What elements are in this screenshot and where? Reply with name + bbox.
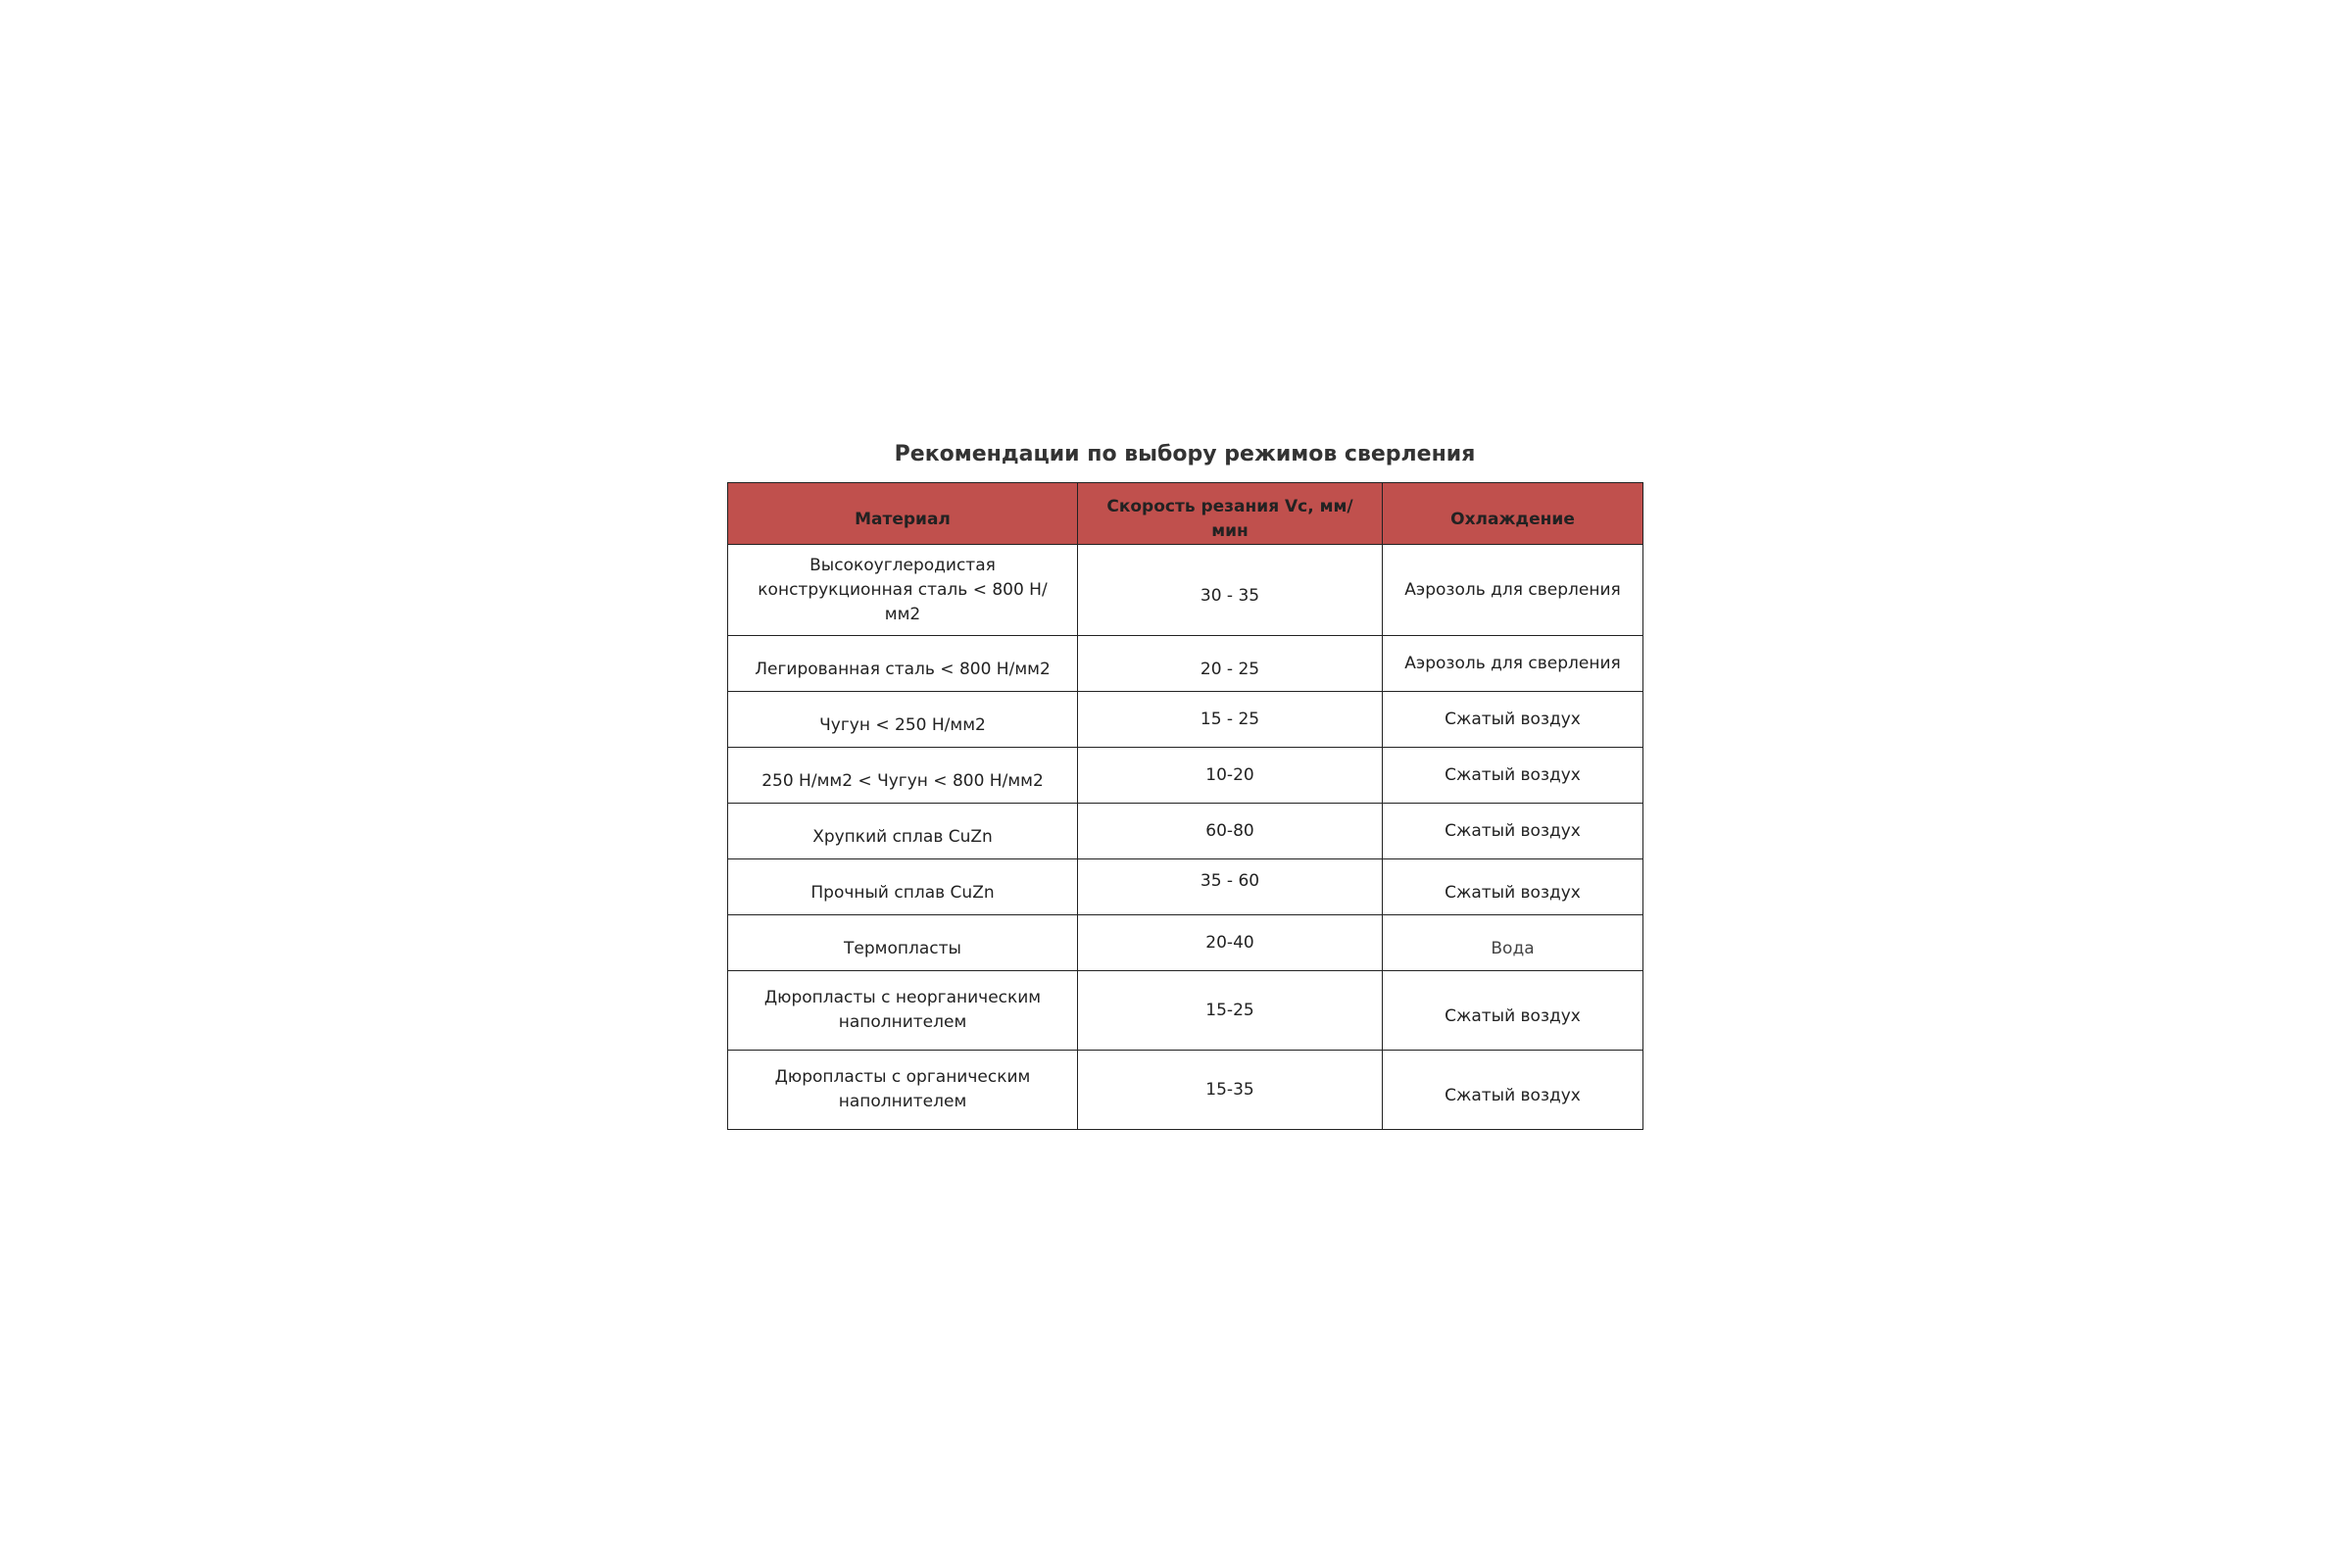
table-row	[728, 545, 1643, 636]
cell-material: Дюропласты с неорганическим наполнителем	[728, 971, 1078, 1051]
cell-speed-value: 30 - 35	[1200, 585, 1260, 606]
cell-material	[728, 859, 1078, 915]
cell-material-value: Легированная сталь < 800 Н/мм2	[755, 659, 1051, 679]
cell-material-value: Термопласты	[844, 938, 961, 958]
cell-material: Дюропласты с органическим наполнителем	[728, 1051, 1078, 1130]
cell-cooling: Сжатый воздух	[1383, 748, 1643, 804]
table-header-row	[728, 483, 1643, 545]
cell-speed	[1078, 636, 1383, 692]
cell-cooling-value: Вода	[1491, 938, 1535, 958]
cell-cooling: Сжатый воздух	[1383, 692, 1643, 748]
cell-speed	[1078, 859, 1383, 915]
cell-cooling-value: Сжатый воздух	[1445, 1005, 1581, 1026]
cell-speed: 15-35	[1078, 1051, 1383, 1130]
cell-speed-value: 20 - 25	[1200, 659, 1260, 679]
cell-speed	[1078, 545, 1383, 636]
header-material: Материал	[728, 483, 1078, 545]
cell-material-value: 250 Н/мм2 < Чугун < 800 Н/мм2	[761, 770, 1044, 791]
header-cooling: Охлаждение	[1383, 483, 1643, 545]
cell-cooling	[1383, 1051, 1643, 1130]
cell-material	[728, 804, 1078, 859]
cell-speed-value: 35 - 60	[1200, 870, 1260, 891]
table-row	[728, 915, 1643, 971]
cell-cooling-value: Сжатый воздух	[1445, 1085, 1581, 1105]
table-row	[728, 636, 1643, 692]
cell-cooling: Аэрозоль для сверления	[1383, 636, 1643, 692]
table-row	[728, 692, 1643, 748]
cell-cooling-value: Сжатый воздух	[1445, 882, 1581, 903]
cell-material	[728, 915, 1078, 971]
cell-speed: 15-25	[1078, 971, 1383, 1051]
cell-speed: 60-80	[1078, 804, 1383, 859]
header-cutting-speed: Скорость резания Vc, мм/мин	[1078, 483, 1383, 545]
cell-material-value: Чугун < 250 Н/мм2	[819, 714, 986, 735]
table-row	[728, 971, 1643, 1051]
table-row	[728, 859, 1643, 915]
cell-cooling: Сжатый воздух	[1383, 804, 1643, 859]
document-page	[727, 439, 1642, 1130]
table-row	[728, 804, 1643, 859]
cell-cooling: Аэрозоль для сверления	[1383, 545, 1643, 636]
cell-material	[728, 748, 1078, 804]
cell-material-value: Хрупкий сплав CuZn	[812, 826, 993, 847]
cell-speed: 10-20	[1078, 748, 1383, 804]
table-row	[728, 1051, 1643, 1130]
cell-material-value: Прочный сплав CuZn	[810, 882, 995, 903]
table-row	[728, 748, 1643, 804]
cell-speed: 20-40	[1078, 915, 1383, 971]
cell-material: Высокоуглеродистая конструкционная сталь < 800 Н/мм2	[728, 545, 1078, 636]
cell-cooling	[1383, 915, 1643, 971]
cell-material	[728, 636, 1078, 692]
table-title: Рекомендации по выбору режимов сверления	[894, 442, 1476, 466]
drilling-modes-table	[727, 482, 1643, 1130]
cell-speed: 15 - 25	[1078, 692, 1383, 748]
cell-material	[728, 692, 1078, 748]
cell-cooling	[1383, 859, 1643, 915]
cell-cooling	[1383, 971, 1643, 1051]
